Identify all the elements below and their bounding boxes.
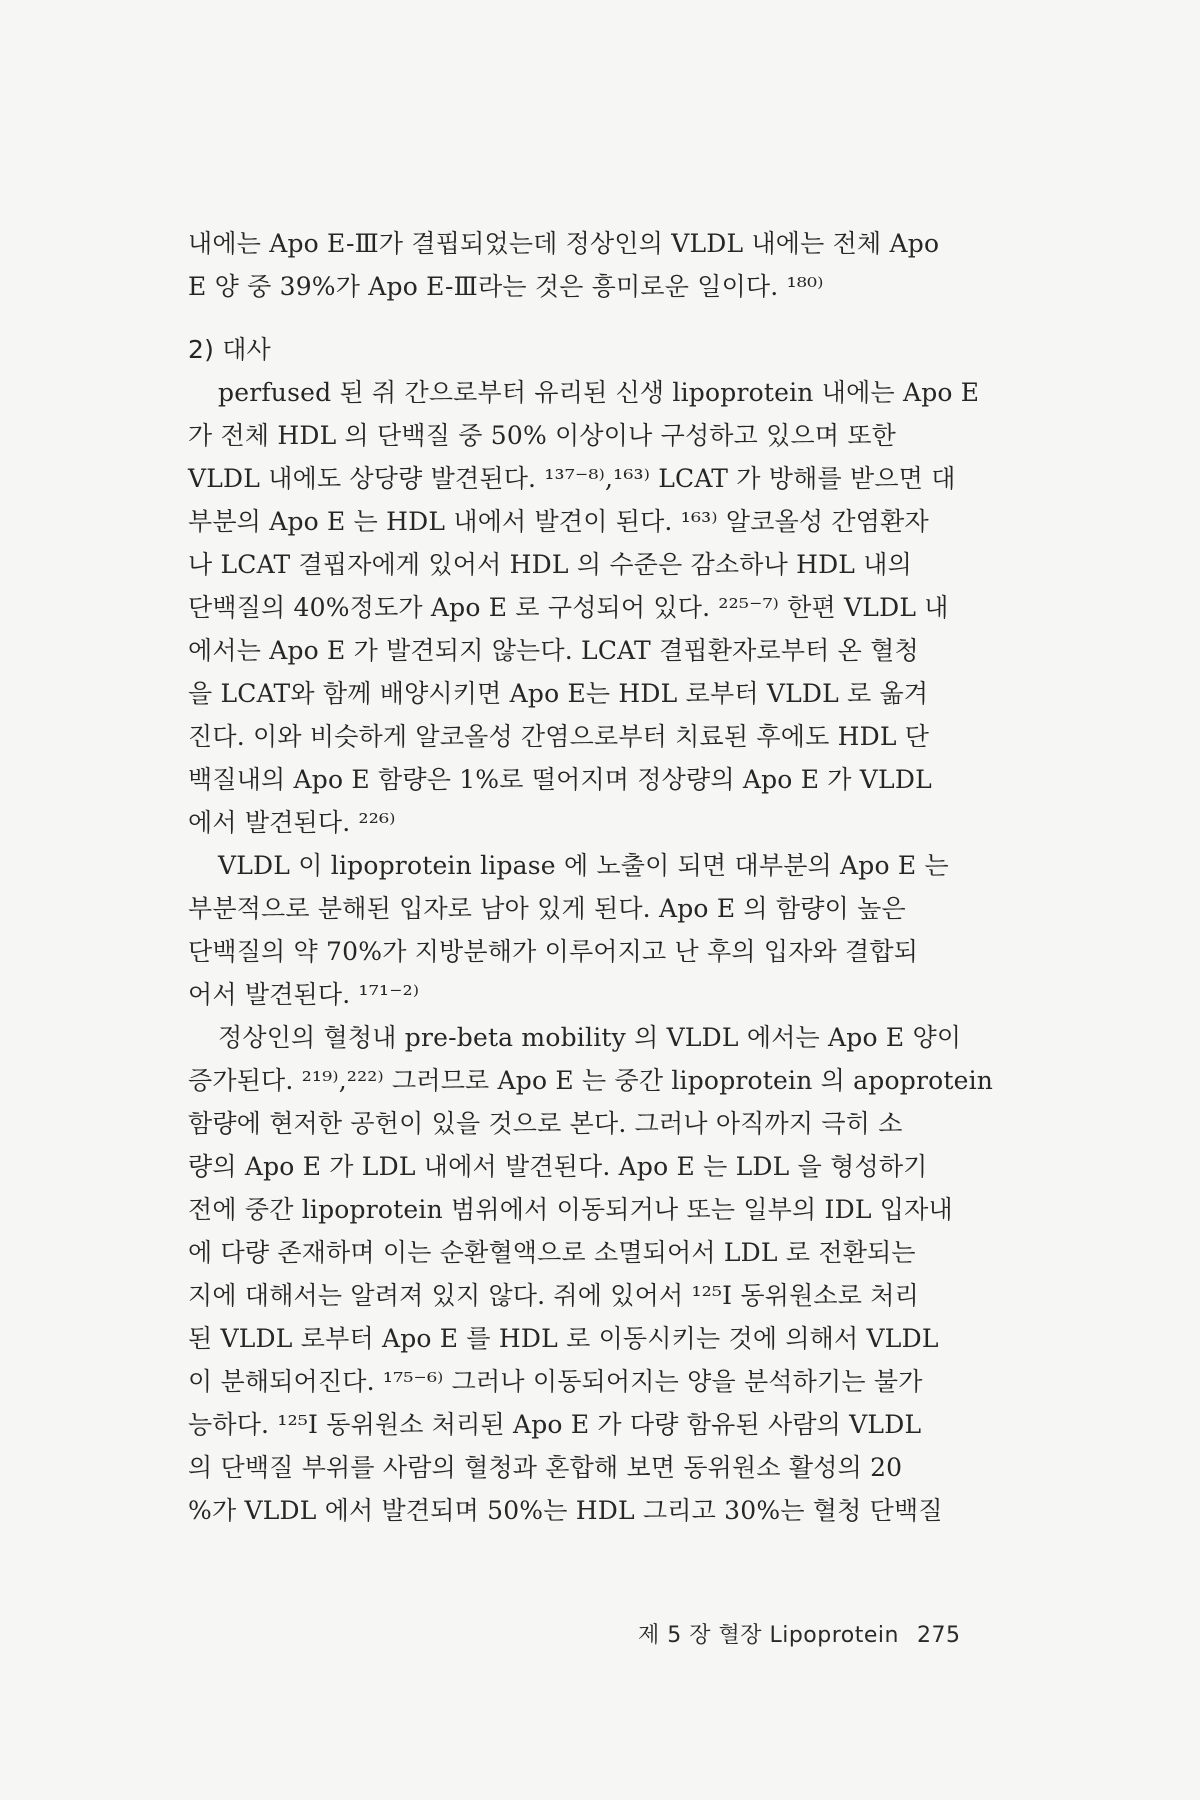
section-heading-metabolism — [188, 328, 1012, 371]
text-line: 어서 발견된다. ¹⁷¹⁻²⁾ — [188, 980, 420, 1009]
text-line: 부분적으로 분해된 입자로 남아 있게 된다. Apo E 의 함량이 높은 — [188, 894, 906, 923]
text-line: 된 VLDL 로부터 Apo E 를 HDL 로 이동시키는 것에 의해서 VLDL — [188, 1324, 939, 1353]
section-heading-text: 2) 대사 — [188, 335, 271, 364]
text-line: 의 단백질 부위를 사람의 혈청과 혼합해 보면 동위원소 활성의 20 — [188, 1453, 903, 1482]
text-line: E 양 중 39%가 Apo E-Ⅲ라는 것은 흥미로운 일이다. ¹⁸⁰⁾ — [188, 272, 824, 301]
text-line: 부분의 Apo E 는 HDL 내에서 발견이 된다. ¹⁶³⁾ 알코올성 간염환자 — [188, 507, 929, 536]
text-line: 진다. 이와 비슷하게 알코올성 간염으로부터 치료된 후에도 HDL 단 — [188, 722, 930, 751]
text-line: 에서는 Apo E 가 발견되지 않는다. LCAT 결핍환자로부터 온 혈청 — [188, 636, 919, 665]
text-line: 단백질의 약 70%가 지방분해가 이루어지고 난 후의 입자와 결합되 — [188, 937, 919, 966]
text-line: 이 분해되어진다. ¹⁷⁵⁻⁶⁾ 그러나 이동되어지는 양을 분석하기는 불가 — [188, 1367, 923, 1396]
text-line: 나 LCAT 결핍자에게 있어서 HDL 의 수준은 감소하나 HDL 내의 — [188, 550, 912, 579]
body-text — [188, 222, 1012, 1532]
text-line: VLDL 이 lipoprotein lipase 에 노출이 되면 대부분의 Apo E 는 — [218, 851, 949, 880]
chapter-title: 제 5 장 혈장 Lipoprotein — [638, 1623, 899, 1648]
paragraph-lipoprotein-lipase — [188, 844, 1012, 1016]
text-line: 가 전체 HDL 의 단백질 중 50% 이상이나 구성하고 있으며 또한 — [188, 421, 897, 450]
text-line: 량의 Apo E 가 LDL 내에서 발견된다. Apo E 는 LDL 을 형성하기 — [188, 1152, 928, 1181]
text-line: 에 다량 존재하며 이는 순환혈액으로 소멸되어서 LDL 로 전환되는 — [188, 1238, 916, 1267]
text-line: 전에 중간 lipoprotein 범위에서 이동되거나 또는 일부의 IDL 입자내 — [188, 1195, 953, 1224]
text-line: 내에는 Apo E-Ⅲ가 결핍되었는데 정상인의 VLDL 내에는 전체 Apo — [188, 229, 940, 258]
text-line: 단백질의 40%정도가 Apo E 로 구성되어 있다. ²²⁵⁻⁷⁾ 한편 VLDL 내 — [188, 593, 949, 622]
text-line: 함량에 현저한 공헌이 있을 것으로 본다. 그러나 아직까지 극히 소 — [188, 1109, 903, 1138]
page-number: 275 — [916, 1623, 961, 1648]
paragraph-perfused-liver — [188, 371, 1012, 844]
text-line: 에서 발견된다. ²²⁶⁾ — [188, 808, 396, 837]
running-footer — [638, 1618, 960, 1649]
paragraph-pre-beta-mobility — [188, 1016, 1012, 1532]
text-line: 정상인의 혈청내 pre-beta mobility 의 VLDL 에서는 Apo E 양이 — [218, 1023, 962, 1052]
text-line: %가 VLDL 에서 발견되며 50%는 HDL 그리고 30%는 혈청 단백질 — [188, 1496, 943, 1525]
text-line: 지에 대해서는 알려져 있지 않다. 쥐에 있어서 ¹²⁵I 동위원소로 처리 — [188, 1281, 919, 1310]
text-line: perfused 된 쥐 간으로부터 유리된 신생 lipoprotein 내에는 Apo E — [218, 378, 980, 407]
text-line: 증가된다. ²¹⁹⁾,²²²⁾ 그러므로 Apo E 는 중간 lipoprotein 의 apoprotein — [188, 1066, 994, 1095]
paragraph-apo-e3-continued — [188, 222, 1012, 308]
text-line: 백질내의 Apo E 함량은 1%로 떨어지며 정상량의 Apo E 가 VLDL — [188, 765, 932, 794]
text-line: 능하다. ¹²⁵I 동위원소 처리된 Apo E 가 다량 함유된 사람의 VLDL — [188, 1410, 922, 1439]
text-line: VLDL 내에도 상당량 발견된다. ¹³⁷⁻⁸⁾,¹⁶³⁾ LCAT 가 방해를 받으면 대 — [188, 464, 956, 493]
text-line: 을 LCAT와 함께 배양시키면 Apo E는 HDL 로부터 VLDL 로 옮겨 — [188, 679, 929, 708]
